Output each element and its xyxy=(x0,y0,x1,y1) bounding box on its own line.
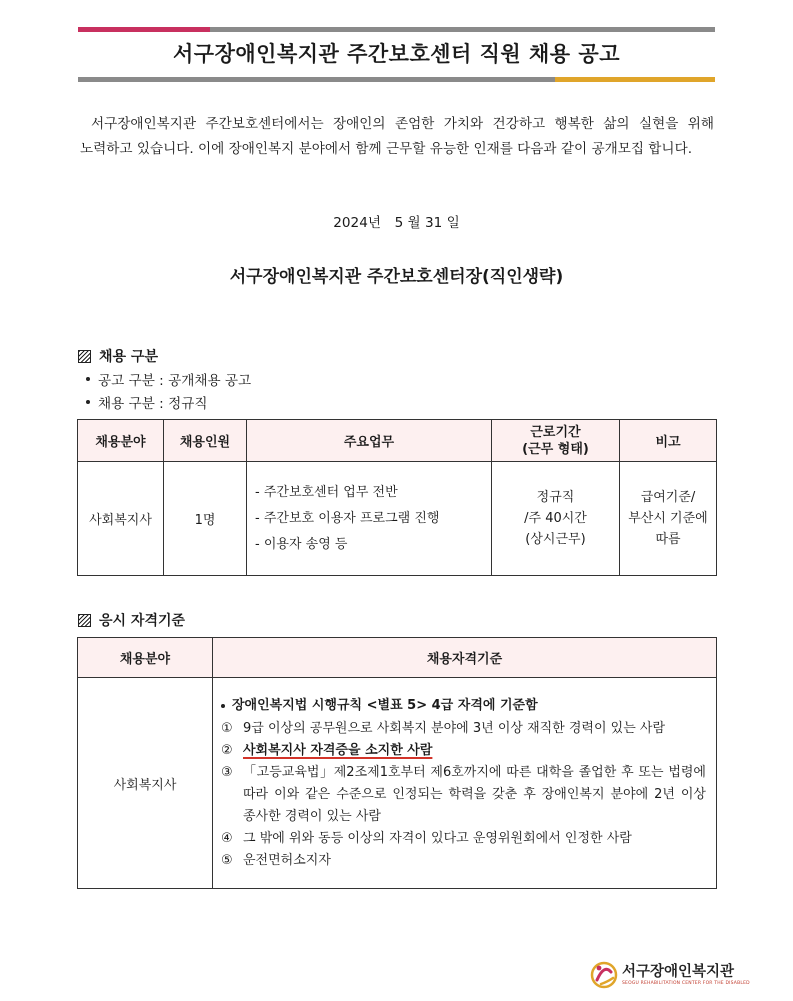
header-top-gray-bar xyxy=(210,27,715,32)
section-heading-recruitment-type xyxy=(78,346,158,366)
item-text: 그 밖에 위와 동등 이상의 자격이 있다고 운영위원회에서 인정한 사람 xyxy=(243,831,632,846)
item-number: ② xyxy=(221,743,233,758)
col-header-field: 채용분야 xyxy=(78,420,164,462)
col-header-note: 비고 xyxy=(620,420,717,462)
table-header-row xyxy=(78,420,717,462)
col-header-field: 채용분야 xyxy=(78,638,213,678)
recruitment-table xyxy=(77,419,717,576)
col-header-period xyxy=(492,420,620,462)
item-number: ⑤ xyxy=(221,853,233,868)
list-item xyxy=(221,740,706,762)
header-bottom-accent-bar xyxy=(555,77,715,82)
intro-paragraph: 서구장애인복지관 주간보호센터에서는 장애인의 존엄한 가치와 건강하고 행복한 삶의 실현을 위해 노력하고 있습니다. 이에 장애인복지 분야에서 함께 근무할 유능한 인재를 다음과 같이 공개모집 합니다. xyxy=(80,116,714,157)
col-header-period-line1: 근로기간 xyxy=(530,424,581,440)
note-line: 따름 xyxy=(655,532,681,547)
logo-subtitle: SEOGU REHABILITATION CENTER FOR THE DISABLED xyxy=(622,980,750,986)
cell-field: 사회복지사 xyxy=(78,462,164,576)
bullet-announcement-type xyxy=(86,369,251,389)
logo-name: 서구장애인복지관 xyxy=(622,963,735,980)
criteria-title-text: 장애인복지법 시행규칙 <별표 5> 4급 자격에 기준함 xyxy=(232,698,538,713)
cell-note xyxy=(620,462,717,576)
section-heading-qualifications xyxy=(78,610,185,630)
announcement-date: 2024년 5 월 31 일 xyxy=(333,215,460,231)
section-heading-label: 응시 자격기준 xyxy=(99,613,186,629)
header-bottom-gray-bar xyxy=(78,77,555,82)
cell-period xyxy=(492,462,620,576)
list-item: - 주간보호센터 업무 전반 xyxy=(255,484,398,500)
list-item xyxy=(221,828,706,850)
section-heading-label: 채용 구분 xyxy=(99,349,158,365)
item-number: ③ xyxy=(221,765,233,780)
cell-count: 1명 xyxy=(164,462,247,576)
bullet-employment-type xyxy=(86,392,207,412)
list-item: - 주간보호 이용자 프로그램 진행 xyxy=(255,510,440,526)
item-text: 「고등교육법」제2조제1호부터 제6호까지에 따른 대학을 졸업한 후 또는 법령에 따라 이와 같은 수준으로 인정되는 학력을 갖춘 후 장애인복지 분야에 2년 이상 종사한 경력이 있는 사람 xyxy=(243,765,706,824)
cell-field: 사회복지사 xyxy=(78,678,213,889)
organization-signature: 서구장애인복지관 주간보호센터장(직인생략) xyxy=(229,267,564,287)
bullet-icon xyxy=(86,377,90,381)
item-text: 운전면허소지자 xyxy=(243,853,331,868)
col-header-period-line2: (근무 형태) xyxy=(522,441,589,457)
item-text-highlighted: 사회복지사 자격증을 소지한 사람 xyxy=(243,743,433,758)
bullet-icon xyxy=(86,400,90,404)
period-line: (상시근무) xyxy=(525,532,586,547)
table-row xyxy=(78,678,717,889)
period-line: /주 40시간 xyxy=(524,511,587,526)
table-header-row xyxy=(78,638,717,678)
note-line: 급여기준/ xyxy=(640,490,696,505)
table-row xyxy=(78,462,717,576)
period-line: 정규직 xyxy=(536,490,575,505)
page-title: 서구장애인복지관 주간보호센터 직원 채용 공고 xyxy=(173,42,620,66)
header-top-accent-bar xyxy=(78,27,210,32)
list-item: - 이용자 송영 등 xyxy=(255,536,348,552)
cell-criteria xyxy=(213,678,717,889)
note-line: 부산시 기준에 xyxy=(628,511,708,526)
bullet-text: 채용 구분 : 정규직 xyxy=(98,396,208,412)
list-item xyxy=(221,762,706,828)
cell-duties xyxy=(247,462,492,576)
bullet-text: 공고 구분 : 공개채용 공고 xyxy=(98,373,252,389)
col-header-criteria: 채용자격기준 xyxy=(213,638,717,678)
qualification-table xyxy=(77,637,717,889)
list-item xyxy=(221,718,706,740)
footer-logo xyxy=(589,958,750,992)
logo-emblem-icon xyxy=(589,958,619,992)
criteria-title xyxy=(221,694,706,718)
duties-list xyxy=(247,480,491,558)
col-header-count: 채용인원 xyxy=(164,420,247,462)
col-header-duties: 주요업무 xyxy=(247,420,492,462)
bullet-icon xyxy=(221,704,225,708)
hatched-box-icon xyxy=(78,350,91,363)
item-number: ① xyxy=(221,721,233,736)
item-number: ④ xyxy=(221,831,233,846)
hatched-box-icon xyxy=(78,614,91,627)
list-item xyxy=(221,850,706,872)
item-text: 9급 이상의 공무원으로 사회복지 분야에 3년 이상 재직한 경력이 있는 사람 xyxy=(243,721,666,736)
